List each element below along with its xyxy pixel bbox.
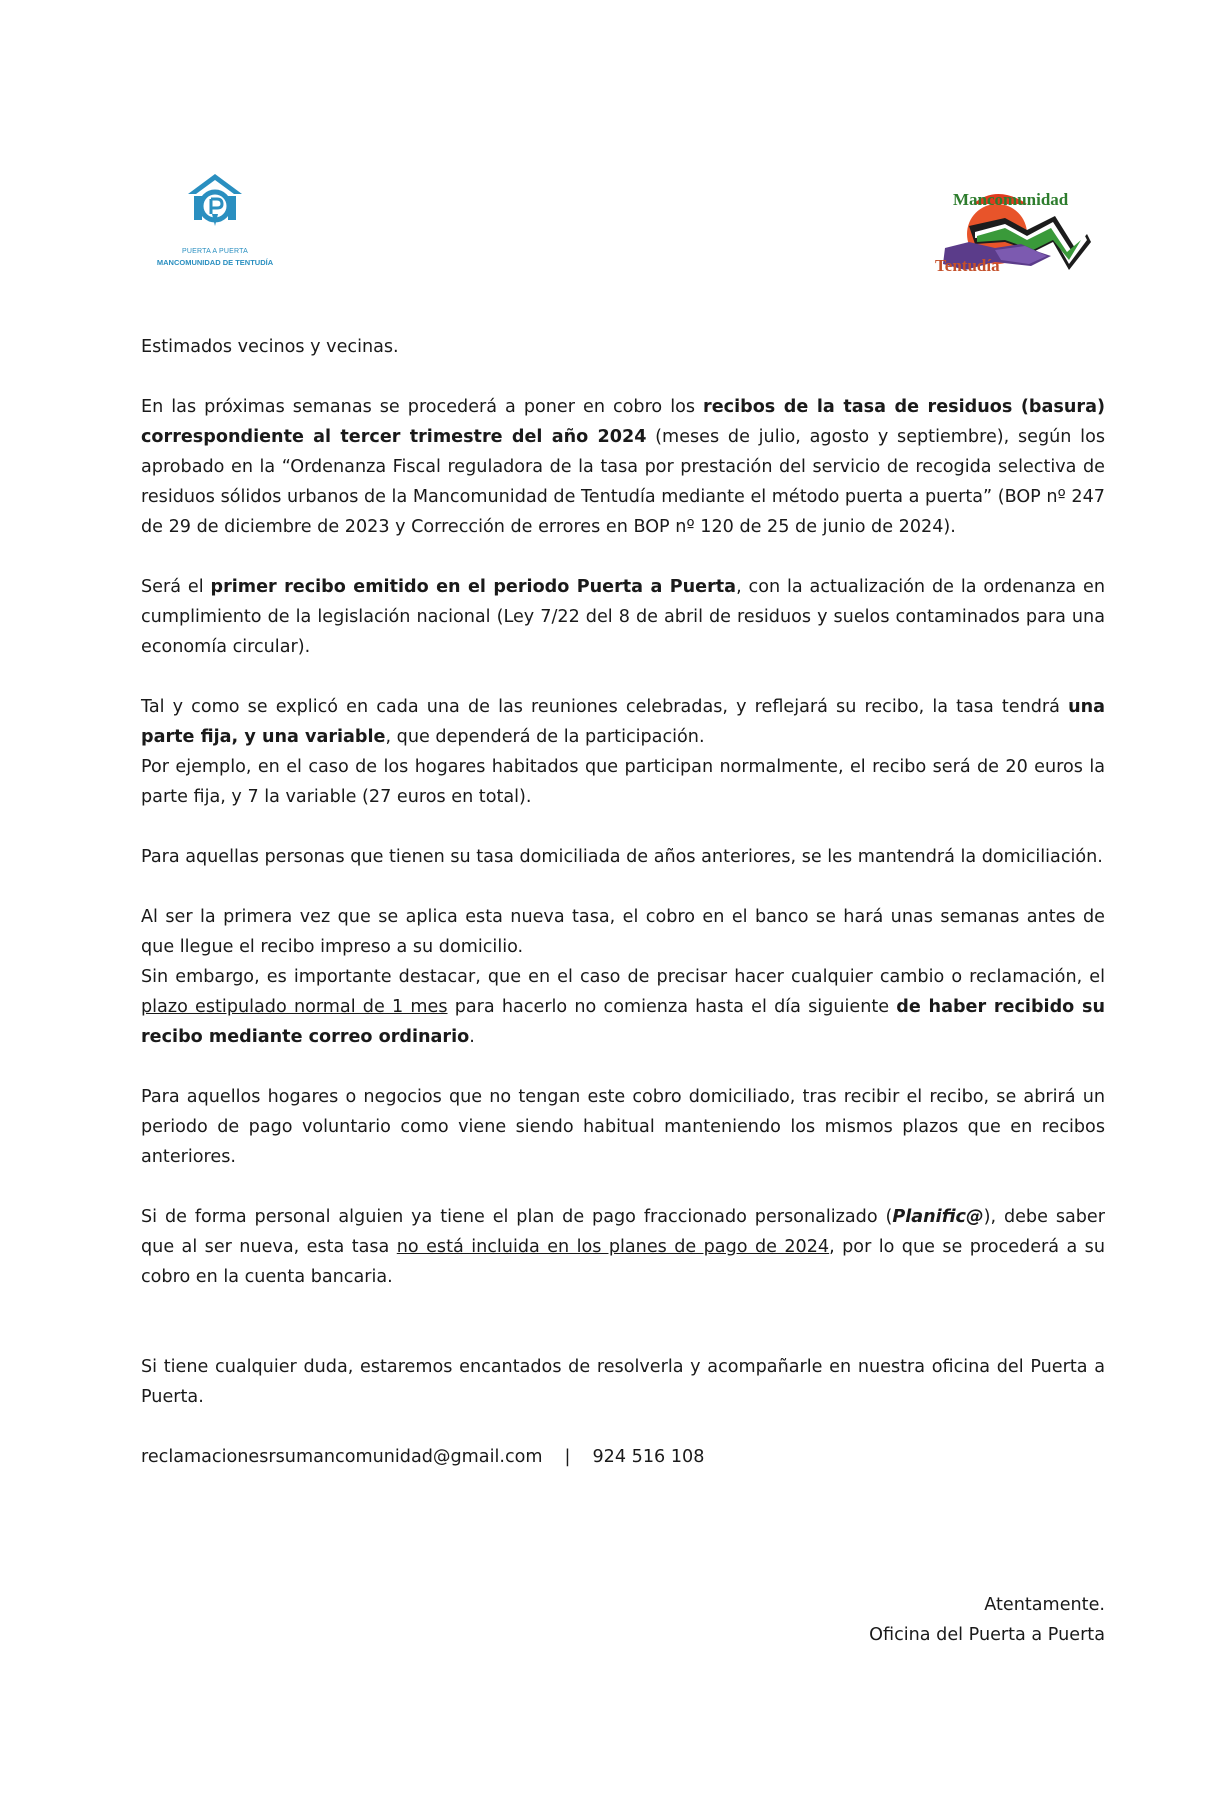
contact-separator: | [564,1447,571,1467]
paragraph-text: , con la actualización de la ordenanza en cumplimiento de la legislación nacional (Ley 7/22 del 8 de abril de residuos y suelos contaminados para una economía circular). [141,577,1105,657]
paragraph-ejemplo: Por ejemplo, en el caso de los hogares habitados que participan normalmente, el recibo será de 20 euros la parte fija, y 7 la variable (27 euros en total). [141,757,1105,807]
paragraph-text: Tal y como se explicó en cada una de las reuniones celebradas, y reflejará su recibo, la tasa tendrá [141,697,1069,717]
paragraph-reclamacion [141,962,1105,1052]
paragraph-cobro [141,392,1105,542]
logo-title-bottom: Tentudía [935,256,1000,275]
paragraph-text: ), debe saber que al ser nueva, esta tasa [141,1207,1105,1257]
paragraph-text: Si de forma personal alguien ya tiene el plan de pago fraccionado personalizado ( [141,1207,893,1227]
paragraph-text: para hacerlo no comienza hasta el día siguiente [447,997,897,1017]
paragraph-text: Será el [141,577,211,597]
signature-line: Oficina del Puerta a Puerta [869,1625,1105,1645]
bold-text: primer recibo emitido en el periodo Puerta a Puerta [210,577,737,597]
contact-email[interactable]: reclamacionesrsumancomunidad@gmail.com [141,1447,543,1467]
bold-text: recibos de la tasa de residuos (basura) correspondiente al tercer trimestre del año 2024 [141,397,1105,447]
underlined-text: plazo estipulado normal de 1 mes [141,997,448,1017]
paragraph-no-domiciliado: Para aquellos hogares o negocios que no tengan este cobro domiciliado, tras recibir el recibo, se abrirá un periodo de pago voluntario como viene siendo habitual manteniendo los mismos plazos que en recibos anteriores. [141,1087,1105,1167]
logo-caption-top: PUERTA A PUERTA [182,248,248,255]
paragraph-text: (meses de julio, agosto y septiembre), según los aprobado en la “Ordenanza Fiscal reguladora de la tasa por prestación del servicio de recogida selectiva de residuos sólidos urbanos de la Mancomunidad de Tentudía mediante el método puerta a puerta” (BOP nº 247 de 29 de diciembre de 2023 y Corrección de errores en BOP nº 120 de 25 de junio de 2024). [141,427,1106,537]
logo-caption-bottom: MANCOMUNIDAD DE TENTUDÍA [156,258,274,267]
paragraph-text: En las próximas semanas se procederá a poner en cobro los [141,397,704,417]
contact-phone[interactable]: 924 516 108 [592,1447,705,1467]
bold-italic-text: Planific@ [892,1207,984,1227]
paragraph-domiciliada: Para aquellas personas que tienen su tasa domiciliada de años anteriores, se les mantendrá la domiciliación. [141,847,1103,867]
paragraph-text: , por lo que se procederá a su cobro en la cuenta bancaria. [141,1237,1105,1287]
underlined-text: no está incluida en los planes de pago de 2024 [396,1237,830,1257]
bold-text: una parte fija, y una variable [141,697,1105,747]
house-pin-icon [182,170,248,236]
letter-body [141,332,1105,1472]
closing-signature [869,1590,1105,1650]
paragraph-primer-recibo [141,572,1105,662]
paragraph-primera-vez: Al ser la primera vez que se aplica esta nueva tasa, el cobro en el banco se hará unas semanas antes de que llegue el recibo impreso a su domicilio. [141,907,1105,957]
mancomunidad-tentudia-logo [935,190,1105,290]
paragraph-text: Sin embargo, es importante destacar, que en el caso de precisar hacer cualquier cambio o reclamación, el [141,967,1105,987]
puerta-a-puerta-logo [150,170,280,280]
paragraph-parte-fija [141,692,1105,752]
greeting: Estimados vecinos y vecinas. [141,337,399,357]
paragraph-planifica [141,1202,1105,1292]
paragraph-dudas: Si tiene cualquier duda, estaremos encantados de resolverla y acompañarle en nuestra oficina del Puerta a Puerta. [141,1357,1105,1407]
bold-text: de haber recibido su recibo mediante correo ordinario [141,997,1105,1047]
contact-line [141,1442,1105,1472]
logo-title-top: Mancomunidad [953,190,1069,209]
paragraph-text: , que dependerá de la participación. [385,727,705,747]
paragraph-text: . [469,1027,475,1047]
closing-line: Atentamente. [984,1595,1105,1615]
